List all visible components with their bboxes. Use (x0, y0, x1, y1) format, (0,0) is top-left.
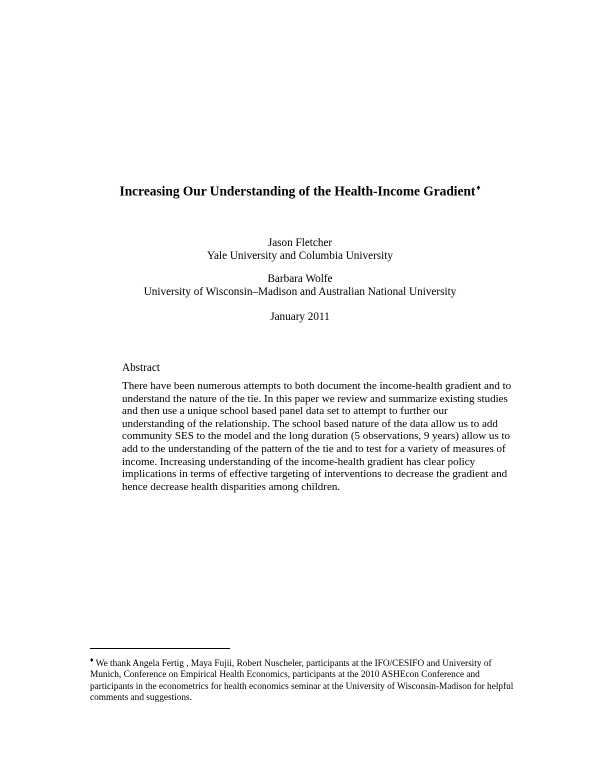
author-affiliation-2: University of Wisconsin–Madison and Australian National University (143, 286, 457, 298)
footnote-divider (90, 648, 230, 649)
paper-title (0, 180, 600, 199)
author-affiliation-1: Yale University and Columbia University (207, 250, 393, 262)
footnote (90, 655, 522, 704)
footnote-mark: ♦ (90, 656, 94, 664)
author-name-2: Barbara Wolfe (267, 273, 333, 285)
author-name-1: Jason Fletcher (267, 237, 333, 249)
abstract-heading: Abstract (122, 362, 160, 374)
paper-title-text: Increasing Our Understanding of the Health-Income Gradient (119, 183, 476, 199)
footnote-text: We thank Angela Fertig , Maya Fujii, Robert Nuscheler, participants at the IFO/CESIFO and University of Munich, Conference on Empirical Health Economics, participants at the 2010 ASHEcon Conference and participants in the econometrics for health economics seminar at the University of Wisconsin-Madison for helpful comments and suggestions. (90, 659, 514, 703)
paper-date: January 2011 (270, 311, 330, 323)
abstract-body: There have been numerous attempts to both document the income-health gradient and to understand the nature of the tie. In this paper we review and summarize existing studies and then use a unique school based panel data set to attempt to further our understanding of the relationship. The school based nature of the data allow us to add community SES to the model and the long duration (5 observations, 9 years) allow us to add to the understanding of the pattern of the tie and to test for a variety of measures of income. Increasing understanding of the income-health gradient has clear policy implications in terms of effective targeting of interventions to decrease the gradient and hence decrease health disparities among children. (122, 380, 512, 493)
title-footnote-mark: ♦ (476, 183, 481, 192)
